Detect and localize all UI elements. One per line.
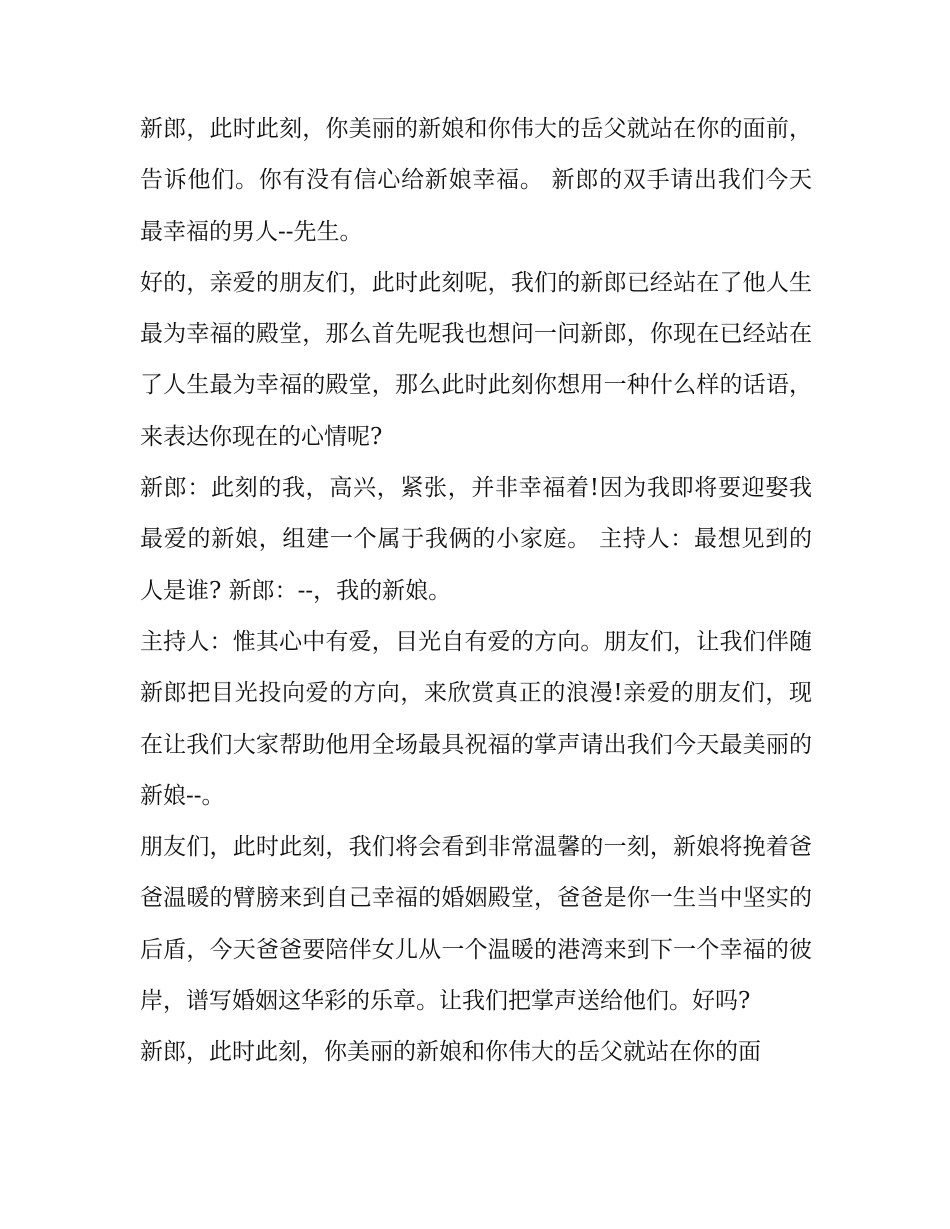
paragraph: 主持人：惟其心中有爱，目光自有爱的方向。朋友们，让我们伴随新郎把目光投向爱的方向，来欣赏真正的浪漫!亲爱的朋友们，现在让我们大家帮助他用全场最具祝福的掌声请出我们今天最美丽的新娘--。 (140, 628, 812, 809)
paragraph: 朋友们，此时此刻，我们将会看到非常温馨的一刻，新娘将挽着爸爸温暖的臂膀来到自己幸福的婚姻殿堂，爸爸是你一生当中坚实的后盾，今天爸爸要陪伴女儿从一个温暖的港湾来到下一个幸福的彼岸，谱写婚姻这华彩的乐章。让我们把掌声送给他们。好吗? (140, 834, 812, 1015)
document-body (140, 104, 812, 1079)
paragraph: 新郎，此时此刻，你美丽的新娘和你伟大的岳父就站在你的面 (140, 1039, 761, 1066)
paragraph: 新郎，此时此刻，你美丽的新娘和你伟大的岳父就站在你的面前，告诉他们。你有没有信心给新娘幸福。 新郎的双手请出我们今天最幸福的男人--先生。 (140, 116, 812, 245)
paragraph: 好的，亲爱的朋友们，此时此刻呢，我们的新郎已经站在了他人生最为幸福的殿堂，那么首先呢我也想问一问新郎，你现在已经站在了人生最为幸福的殿堂，那么此时此刻你想用一种什么样的话语，来表达你现在的心情呢? (140, 269, 812, 450)
paragraph: 新郎：此刻的我，高兴，紧张，并非幸福着!因为我即将要迎娶我最爱的新娘，组建一个属于我俩的小家庭。 主持人：最想见到的人是谁? 新郎：--，我的新娘。 (140, 475, 812, 604)
